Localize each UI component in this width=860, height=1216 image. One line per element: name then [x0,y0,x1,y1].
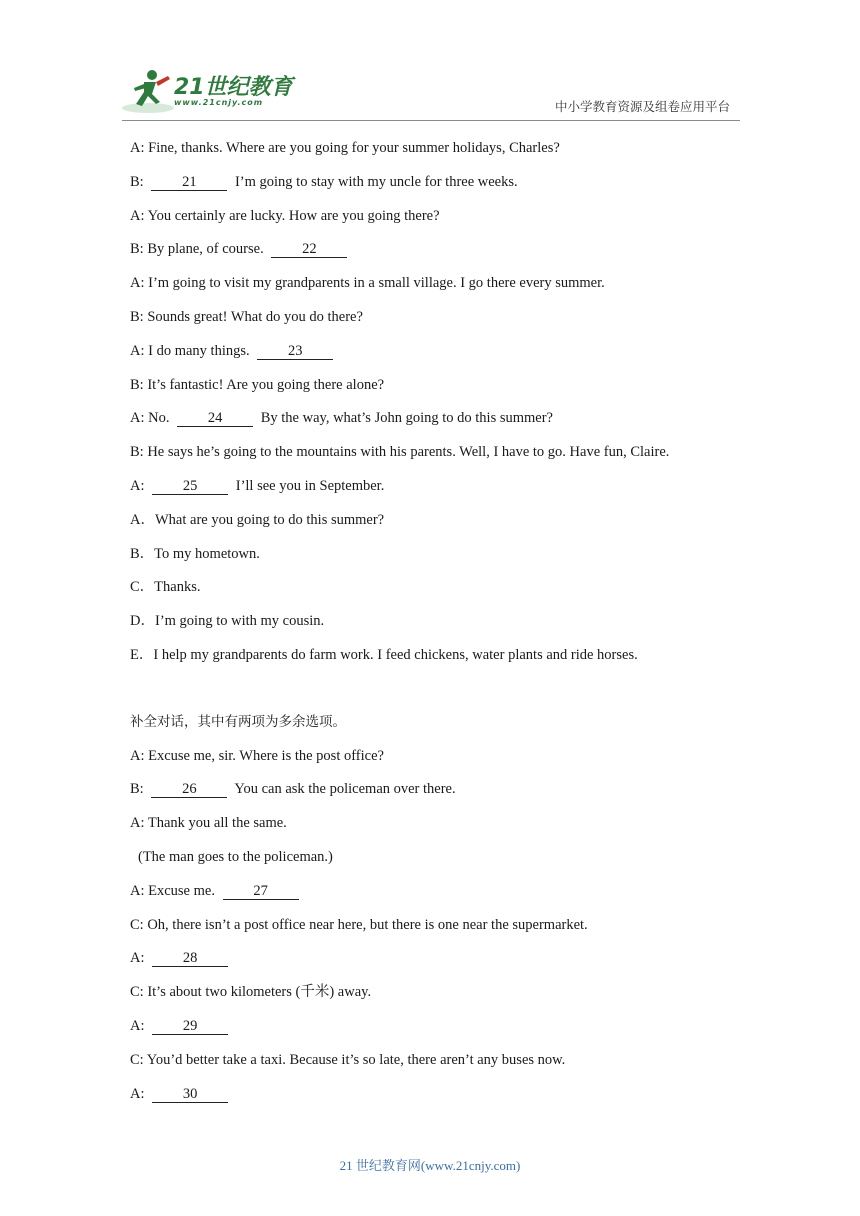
speaker-label: C: [130,917,144,933]
dialogue-line [130,477,384,495]
dialogue-text: Thank you all the same. [147,815,287,831]
dialogue-line [130,983,371,1001]
dialogue-line [130,274,605,292]
speaker-label: C: [130,984,144,1000]
dialogue-text: I’m going to visit my grandparents in a small village. I go there every summer. [148,275,605,291]
logo-url: www.21cnjy.com [174,98,264,107]
dialogue-text: He says he’s going to the mountains with his parents. Well, I have to go. Have fun, Claire. [147,444,670,460]
dialogue-text: It’s fantastic! Are you going there alone? [147,377,385,393]
speaker-label: B: [130,241,144,257]
dialogue-line [130,443,669,461]
dialogue-line [130,240,351,258]
answer-option [130,545,260,563]
answer-blank: 22 [271,242,347,258]
dialogue-line [130,342,337,360]
answer-blank: 30 [152,1087,228,1103]
answer-blank: 21 [151,175,227,191]
page-footer: 21 世纪教育网(www.21cnjy.com) [339,1158,521,1173]
header-divider [122,120,740,121]
answer-option [130,511,384,529]
dialogue-line [138,848,333,866]
dialogue-line [130,207,440,225]
speaker-label: B: [130,174,144,190]
dialogue-line [130,949,232,967]
dialogue-text: No. [148,410,170,426]
option-letter: A． [130,512,155,528]
dialogue-line [130,139,560,157]
answer-option [130,578,200,596]
answer-blank: 29 [152,1019,228,1035]
answer-option [130,646,638,664]
dialogue-line [130,308,363,326]
answer-option [130,612,324,630]
dialogue-text: Fine, thanks. Where are you going for your summer holidays, Charles? [148,140,560,156]
dialogue-text: I’ll see you in September. [235,478,385,494]
speaker-label: B: [130,781,144,797]
dialogue-text: I do many things. [148,343,250,359]
speaker-label: A: [130,950,145,966]
logo [122,68,292,116]
dialogue-line [130,1017,232,1035]
dialogue-line [130,409,553,427]
page-header [0,0,860,125]
dialogue-line [130,173,518,191]
dialogue-line [130,376,384,394]
dialogue-line [130,916,588,934]
speaker-label: A: [130,1018,145,1034]
speaker-label: A: [130,208,145,224]
option-letter: B． [130,546,155,562]
speaker-label: B: [130,309,144,325]
dialogue-line [130,1085,232,1103]
option-text: I help my grandparents do farm work. I feed chickens, water plants and ride horses. [153,647,638,663]
speaker-label: A: [130,478,145,494]
dialogue-line [130,882,303,900]
dialogue-text: You’d better take a taxi. Because it’s so late, there aren’t any buses now. [146,1052,566,1068]
speaker-label: A: [130,140,145,156]
dialogue-text: You can ask the policeman over there. [234,781,456,797]
answer-blank: 26 [151,782,227,798]
speaker-label: A: [130,343,145,359]
speaker-label: C: [130,1052,144,1068]
speaker-label: A: [130,1086,145,1102]
dialogue-text: Excuse me. [148,883,215,899]
speaker-label: A: [130,275,145,291]
dialogue-line [130,1051,565,1069]
answer-blank: 23 [257,344,333,360]
answer-blank: 28 [152,951,228,967]
header-platform-text: 中小学教育资源及组卷应用平台 [554,99,730,114]
dialogue-text: By plane, of course. [147,241,264,257]
option-text: To my hometown. [154,546,260,562]
speaker-label: B: [130,444,144,460]
answer-blank: 24 [177,411,253,427]
logo-text: 21世纪教育 [174,75,293,100]
speaker-label: A: [130,410,145,426]
dialogue-text: (The man goes to the policeman.) [138,849,333,865]
dialogue-text: You certainly are lucky. How are you going there? [147,208,440,224]
speaker-label: A: [130,815,145,831]
section-instruction: 补全对话，其中有两项为多余选项。 [130,714,346,730]
dialogue-text: Sounds great! What do you do there? [147,309,363,325]
dialogue-text: Oh, there isn’t a post office near here, but there is one near the supermarket. [147,917,588,933]
option-text: Thanks. [154,579,201,595]
option-text: I’m going to with my cousin. [154,613,325,629]
option-letter: C． [130,579,155,595]
option-letter: D． [130,613,155,629]
dialogue-line [130,814,287,832]
speaker-label: B: [130,377,144,393]
dialogue-line [130,747,384,765]
speaker-label: A: [130,883,145,899]
option-letter: E． [130,647,154,663]
dialogue-text: By the way, what’s John going to do this summer? [260,410,553,426]
option-text: What are you going to do this summer? [154,512,385,528]
answer-blank: 25 [152,479,228,495]
runner-logo-icon [122,68,178,116]
dialogue-line [130,780,456,798]
dialogue-text: Excuse me, sir. Where is the post office? [148,748,384,764]
speaker-label: A: [130,748,145,764]
answer-blank: 27 [223,884,299,900]
dialogue-text: It’s about two kilometers (千米) away. [147,984,372,1000]
dialogue-text: I’m going to stay with my uncle for three weeks. [234,174,518,190]
